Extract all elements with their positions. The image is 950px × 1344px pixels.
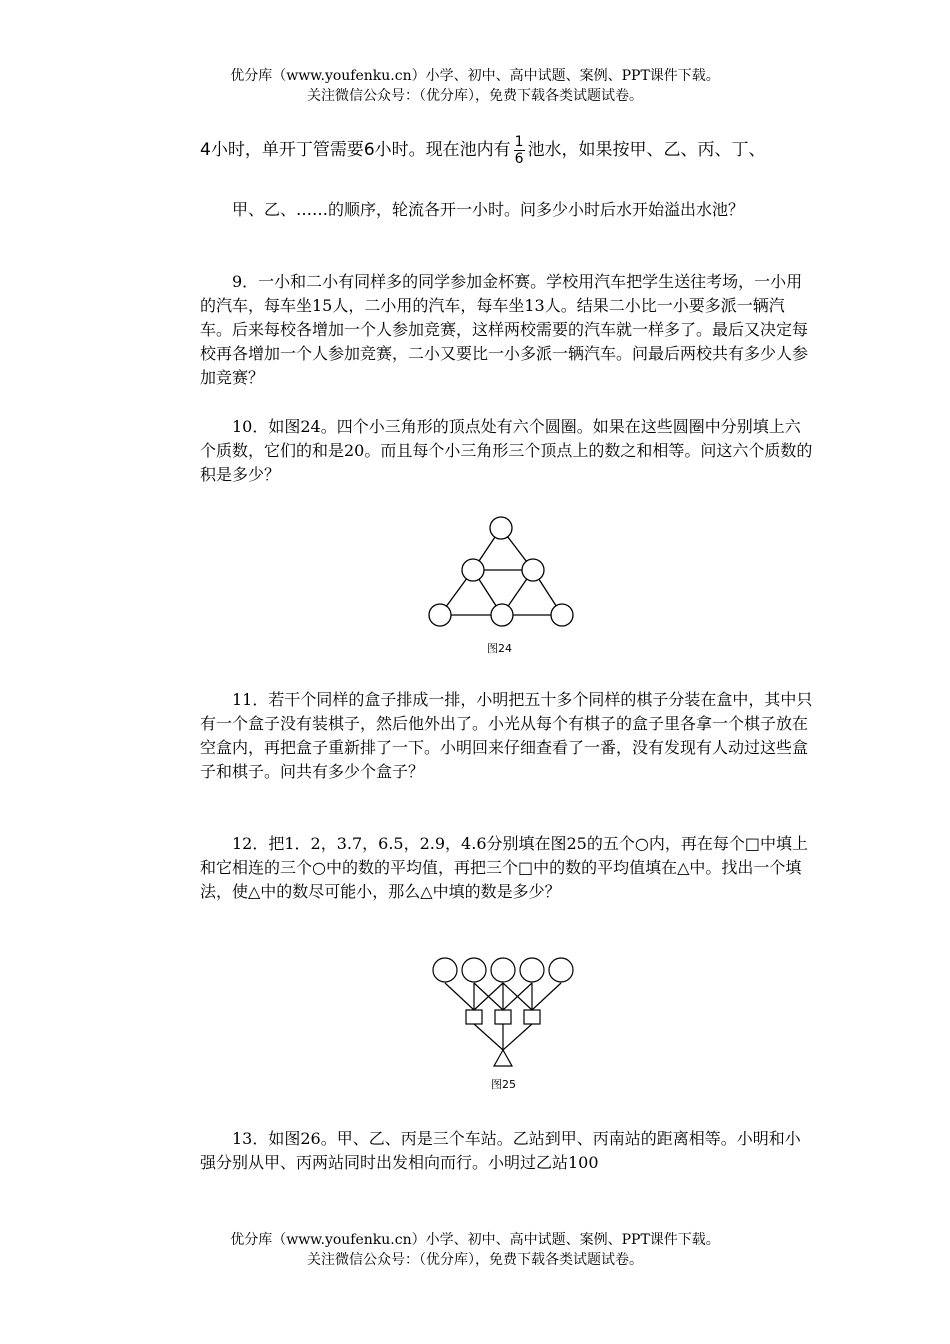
fig25-square [466, 1010, 482, 1024]
fig24-circle [490, 517, 512, 539]
problem-11: 11．若干个同样的盒子排成一排，小明把五十多个同样的棋子分装在盒中，其中只有一个盒子没有装棋子，然后他外出了。小光从每个有棋子的盒子里各拿一个棋子放在空盒内，再把盒子重新排了一下。小明回来仔细查看了一番，没有发现有人动过这些盒子和棋子。问共有多少个盒子？ [200, 690, 813, 781]
fig25-circle [549, 958, 573, 982]
page-header [0, 66, 950, 106]
header-line-1: 优分库（www.youfenku.cn）小学、初中、高中试题、案例、PPT课件下载。 [230, 68, 720, 84]
fig25-circle [520, 958, 544, 982]
fig24-circle [551, 604, 573, 626]
fig25-edge [445, 983, 474, 1010]
continuation-paragraph: 甲、乙、……的顺序，轮流各开一小时。问多少小时后水开始溢出水池？ [232, 200, 745, 219]
fraction-numerator: 1 [514, 133, 524, 150]
fig25-circle [491, 958, 515, 982]
fig24-circle [462, 559, 484, 581]
page-footer [0, 1230, 950, 1270]
continuation-text-after: 池水，如果按甲、乙、丙、丁、 [527, 140, 766, 160]
continuation-line [200, 128, 766, 172]
continuation-text-before: 4小时，单开丁管需要6小时。现在池内有 [200, 140, 511, 160]
fig24-circle [491, 604, 513, 626]
header-line-2: 关注微信公众号：（优分库），免费下载各类试题试卷。 [307, 88, 643, 104]
fig24-circle [429, 604, 451, 626]
footer-line-2: 关注微信公众号：（优分库），免费下载各类试题试卷。 [307, 1252, 643, 1268]
problem-13: 13．如图26。甲、乙、丙是三个车站。乙站到甲、丙南站的距离相等。小明和小强分别从甲、丙两站同时出发相向而行。小明过乙站100 [200, 1129, 801, 1172]
problem-9: 9．一小和二小有同样多的同学参加金杯赛。学校用汽车把学生送往考场，一小用的汽车，每车坐15人，二小用的汽车，每车坐13人。结果二小比一小要多派一辆汽车。后来每校各增加一个人参加竞赛，这样两校需要的汽车就一样多了。最后又决定每校再各增加一个人参加竞赛，二小又要比一小多派一辆汽车。问最后两校共有多少人参加竞赛？ [200, 272, 809, 387]
fig25-edge [532, 983, 561, 1010]
fig25-caption: 图25 [491, 1078, 516, 1091]
footer-line-1: 优分库（www.youfenku.cn）小学、初中、高中试题、案例、PPT课件下载。 [230, 1232, 720, 1248]
fig24-caption: 图24 [487, 642, 512, 655]
fig25-edge [474, 1024, 503, 1050]
fraction-denominator: 6 [514, 150, 524, 167]
fig25-edge [503, 1024, 532, 1050]
fig25-circle [433, 958, 457, 982]
fig25-circle [462, 958, 486, 982]
fig25-triangle [494, 1050, 512, 1066]
fig24-circle [522, 559, 544, 581]
fig25-square [524, 1010, 540, 1024]
fraction-one-sixth [514, 134, 525, 167]
fig25-square [495, 1010, 511, 1024]
problem-10: 10．如图24。四个小三角形的顶点处有六个圆圈。如果在这些圆圈中分别填上六个质数，它们的和是20。而且每个小三角形三个顶点上的数之和相等。问这六个质数的积是多少？ [200, 417, 813, 484]
problem-12: 12．把1．2，3.7，6.5，2.9，4.6分别填在图25的五个○内，再在每个□中填上和它相连的三个○中的数的平均值，再把三个□中的数的平均值填在△中。找出一个填法，使△中的数尽可能小，那么△中填的数是多少？ [200, 834, 808, 901]
figure-24 [420, 510, 580, 660]
figure-25 [425, 950, 585, 1095]
